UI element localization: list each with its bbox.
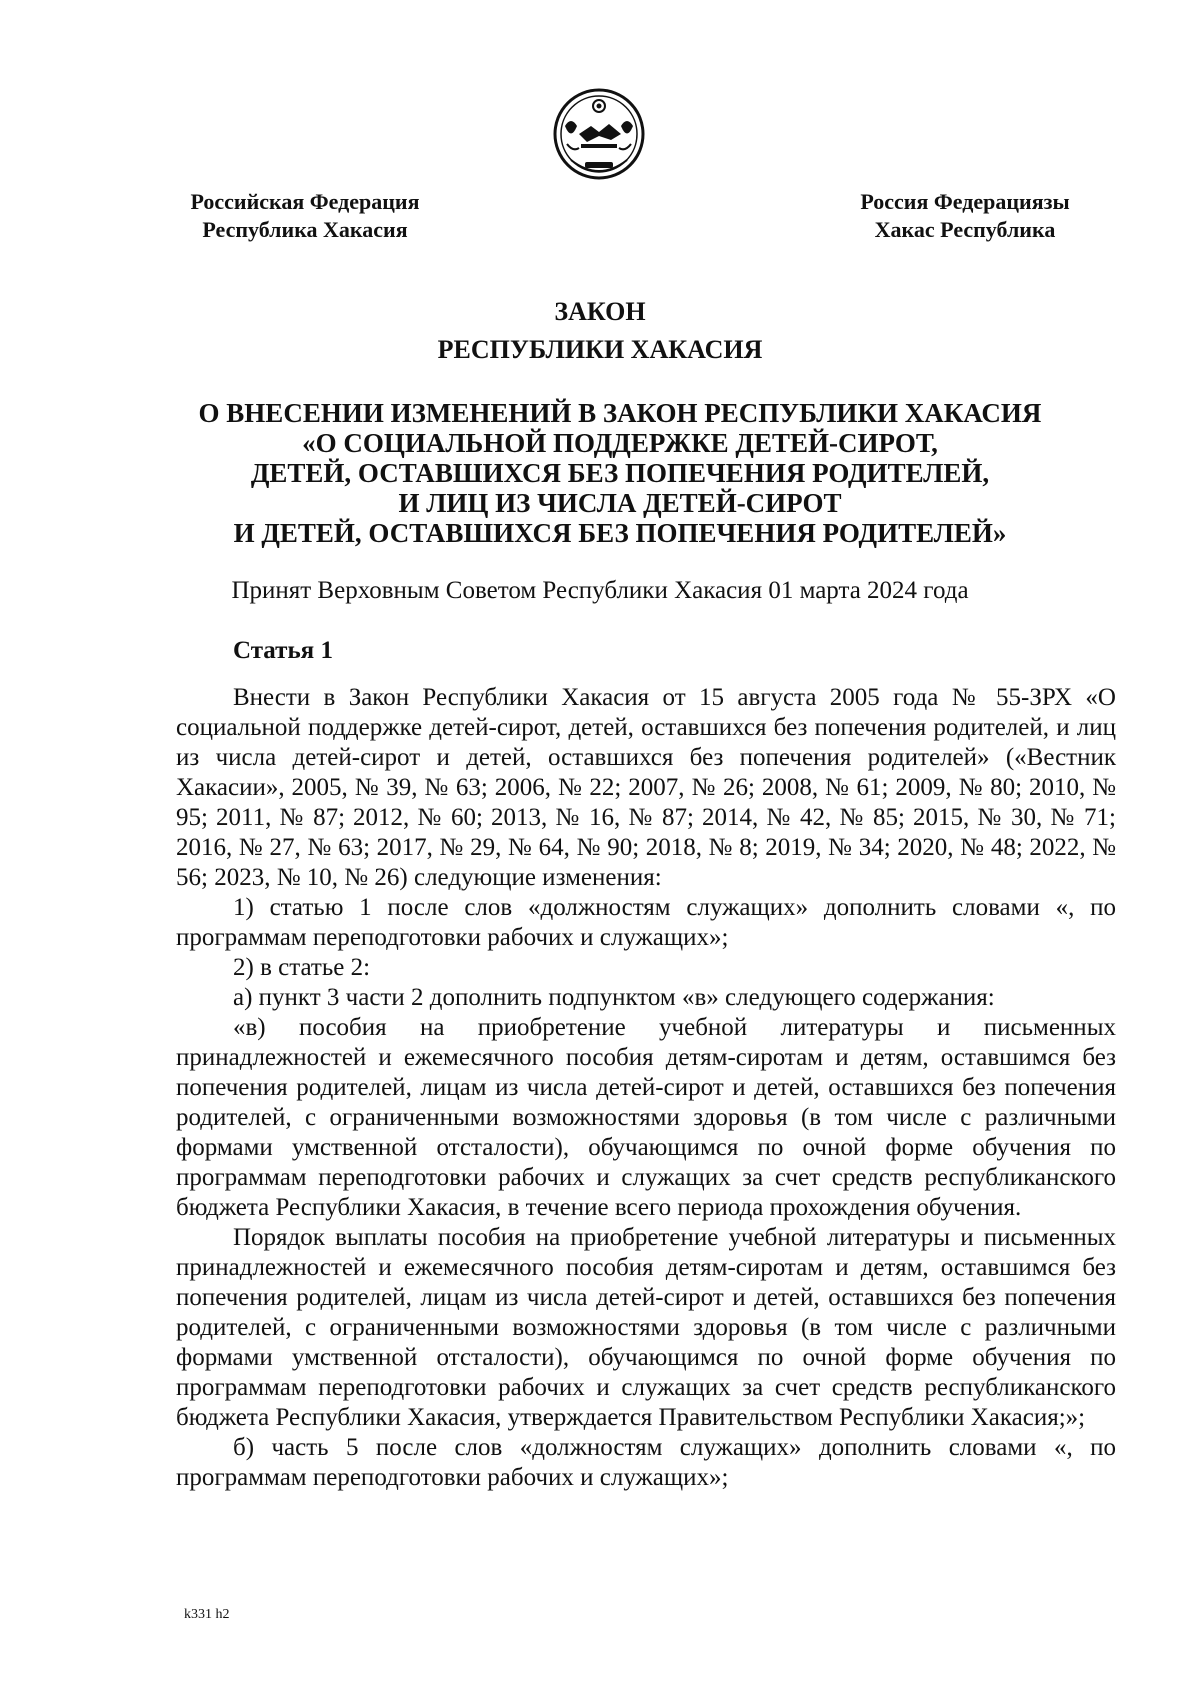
republic-khakassia-coat-of-arms-icon: [551, 86, 647, 186]
adoption-statement: Принят Верховным Советом Республики Хакасия 01 марта 2024 года: [231, 577, 969, 604]
body-paragraph: а) пункт 3 части 2 дополнить подпунктом «в» следующего содержания:: [233, 984, 995, 1011]
document-type-line2: РЕСПУБЛИКИ ХАКАСИЯ: [437, 335, 763, 364]
body-paragraph: б) часть 5 после слов «должностям служащих» дополнить словами «, по программам переподготовки рабочих и служащих»;: [176, 1434, 1116, 1491]
article-heading: Статья 1: [233, 637, 333, 664]
body-paragraph: «в) пособия на приобретение учебной литературы и письменных принадлежностей и ежемесячного пособия детям-сиротам и детям, оставшимся без попечения родителей, лицам из числа детей-сирот и детей, оставшихся без попечения родителей, с ограниченными возможностями здоровья (в том числе с различными формами умственной отсталости), обучающимся по очной форме обучения по программам переподготовки рабочих и служащих за счет средств республиканского бюджета Республики Хакасия, в течение всего периода прохождения обучения.: [176, 1014, 1116, 1221]
document-title-line: И ЛИЦ ИЗ ЧИСЛА ДЕТЕЙ-СИРОТ: [398, 488, 842, 518]
article-body: [176, 683, 1116, 1493]
document-title: [180, 398, 1060, 548]
footer-code: k331 h2: [184, 1607, 230, 1622]
document-title-line: ДЕТЕЙ, ОСТАВШИХСЯ БЕЗ ПОПЕЧЕНИЯ РОДИТЕЛЕЙ,: [250, 458, 990, 488]
body-paragraph: Порядок выплаты пособия на приобретение учебной литературы и письменных принадлежностей и ежемесячного пособия детям-сиротам и детям, оставшимся без попечения родителей, лицам из числа детей-сирот и детей, оставшихся без попечения родителей, с ограниченными возможностями здоровья (в том числе с различными формами умственной отсталости), обучающимся по очной форме обучения по программам переподготовки рабочих и служащих за счет средств республиканского бюджета Республики Хакасия, утверждается Правительством Республики Хакасия;»;: [176, 1224, 1116, 1431]
body-paragraph: Внести в Закон Республики Хакасия от 15 августа 2005 года № 55-ЗРХ «О социальной поддержке детей-сирот, детей, оставшихся без попечения родителей, и лиц из числа детей-сирот и детей, оставшихся без попечения родителей» («Вестник Хакасии», 2005, № 39, № 63; 2006, № 22; 2007, № 26; 2008, № 61; 2009, № 80; 2010, № 95; 2011, № 87; 2012, № 60; 2013, № 16, № 87; 2014, № 42, № 85; 2015, № 30, № 71; 2016, № 27, № 63; 2017, № 29, № 64, № 90; 2018, № 8; 2019, № 34; 2020, № 48; 2022, № 56; 2023, № 10, № 26) следующие изменения:: [176, 684, 1116, 891]
body-paragraph: 2) в статье 2:: [233, 954, 371, 981]
document-type-line1: ЗАКОН: [554, 297, 646, 326]
header-left-line2: Республика Хакасия: [202, 217, 408, 242]
body-paragraph: 1) статью 1 после слов «должностям служащих» дополнить словами «, по программам переподготовки рабочих и служащих»;: [176, 894, 1116, 951]
header-right-block: [830, 188, 1100, 244]
document-title-line: О ВНЕСЕНИИ ИЗМЕНЕНИЙ В ЗАКОН РЕСПУБЛИКИ ХАКАСИЯ: [198, 398, 1042, 428]
header-right-line2: Хакас Республика: [874, 217, 1056, 242]
header-left-block: [170, 188, 440, 244]
document-title-line: «О СОЦИАЛЬНОЙ ПОДДЕРЖКЕ ДЕТЕЙ-СИРОТ,: [302, 428, 938, 458]
header-right-line1: Россия Федерациязы: [860, 189, 1070, 214]
document-title-line: И ДЕТЕЙ, ОСТАВШИХСЯ БЕЗ ПОПЕЧЕНИЯ РОДИТЕЛЕЙ»: [233, 518, 1007, 548]
document-type: [0, 293, 1200, 369]
header-left-line1: Российская Федерация: [190, 189, 420, 214]
